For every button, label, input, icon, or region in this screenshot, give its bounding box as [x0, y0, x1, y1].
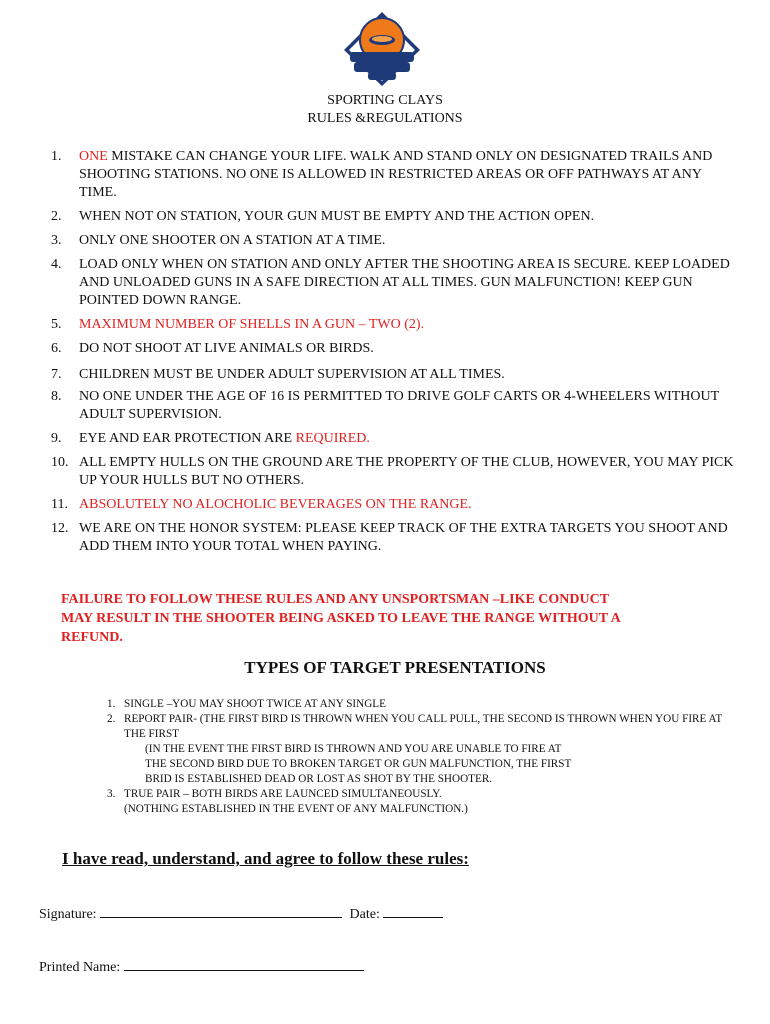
- rule-number: 6.: [51, 341, 62, 356]
- rule-highlight: MAXIMUM NUMBER OF SHELLS IN A GUN – TWO (2).: [79, 317, 425, 332]
- rule-highlight: ABSOLUTELY NO ALOCHOLIC BEVERAGES ON THE RANGE.: [79, 497, 472, 512]
- rule-number: 11.: [51, 497, 68, 512]
- date-field[interactable]: [383, 905, 443, 918]
- rule-item: [51, 316, 741, 334]
- rule-text: DO NOT SHOOT AT LIVE ANIMALS OR BIRDS.: [79, 341, 374, 356]
- rule-text: ONLY ONE SHOOTER ON A STATION AT A TIME.: [79, 233, 386, 248]
- rule-item: [51, 232, 741, 250]
- rule-number: 5.: [51, 317, 62, 332]
- item-number: 2.: [107, 713, 116, 725]
- item-number: 3.: [107, 788, 116, 800]
- warning-notice: FAILURE TO FOLLOW THESE RULES AND ANY UNSPORTSMAN –LIKE CONDUCT MAY RESULT IN THE SHOOTER BEING ASKED TO LEAVE THE RANGE WITHOUT A REFUND.: [61, 592, 620, 645]
- printed-name-row: [39, 958, 364, 976]
- rule-number: 7.: [51, 367, 62, 382]
- item-note: (IN THE EVENT THE FIRST BIRD IS THROWN AND YOU ARE UNABLE TO FIRE AT THE SECOND BIRD DUE TO BROKEN TARGET OR GUN MALFUNCTION, THE FIRST BRID IS ESTABLISHED DEAD OR LOST AS SHOT BY THE SHOOTER.: [145, 743, 572, 785]
- rule-number: 10.: [51, 455, 69, 470]
- list-item: [107, 697, 737, 712]
- item-number: 1.: [107, 698, 116, 710]
- rule-text: EYE AND EAR PROTECTION ARE: [79, 431, 296, 446]
- rules-list: [51, 148, 741, 556]
- rule-item: [51, 340, 741, 358]
- item-text: SINGLE –YOU MAY SHOOT TWICE AT ANY SINGLE: [124, 698, 386, 710]
- item-text: REPORT PAIR- (THE FIRST BIRD IS THROWN WHEN YOU CALL PULL, THE SECOND IS THROWN WHEN YOU FIRE AT THE FIRST: [124, 713, 722, 740]
- signature-row: [39, 905, 443, 923]
- rule-item: [51, 208, 741, 226]
- target-types-list: [107, 697, 737, 817]
- list-item: [107, 712, 737, 742]
- rule-highlight: ONE: [79, 149, 108, 164]
- rule-item: [51, 454, 741, 490]
- printed-name-label: Printed Name:: [39, 960, 121, 975]
- rule-number: 2.: [51, 209, 62, 224]
- rule-number: 12.: [51, 521, 69, 536]
- rule-number: 3.: [51, 233, 62, 248]
- rule-item: [51, 520, 741, 556]
- rule-text: ALL EMPTY HULLS ON THE GROUND ARE THE PROPERTY OF THE CLUB, HOWEVER, YOU MAY PICK UP YOUR HULLS BUT NO OTHERS.: [79, 455, 734, 488]
- rule-number: 9.: [51, 431, 62, 446]
- rule-item: [51, 496, 741, 514]
- signature-field[interactable]: [100, 905, 342, 918]
- signature-label: Signature:: [39, 907, 97, 922]
- rule-highlight: REQUIRED.: [295, 431, 370, 446]
- rule-text: WHEN NOT ON STATION, YOUR GUN MUST BE EMPTY AND THE ACTION OPEN.: [79, 209, 595, 224]
- rule-number: 8.: [51, 389, 62, 404]
- agreement-statement: I have read, understand, and agree to follow these rules:: [62, 849, 469, 868]
- rule-item: [51, 388, 741, 424]
- rule-text: MISTAKE CAN CHANGE YOUR LIFE. WALK AND STAND ONLY ON DESIGNATED TRAILS AND SHOOTING STATIONS. NO ONE IS ALLOWED IN RESTRICTED AREAS OR OFF PATHWAYS AT ANY TIME.: [79, 149, 713, 200]
- list-item: [107, 787, 737, 802]
- rule-text: WE ARE ON THE HONOR SYSTEM: PLEASE KEEP TRACK OF THE EXTRA TARGETS YOU SHOOT AND ADD THEM INTO YOUR TOTAL WHEN PAYING.: [79, 521, 728, 554]
- rule-item: [51, 148, 741, 202]
- document-subtitle: RULES &REGULATIONS: [307, 111, 463, 126]
- bradford-sportsmens-farm-logo: [342, 10, 422, 86]
- printed-name-field[interactable]: [124, 958, 364, 971]
- rule-item: [51, 256, 741, 310]
- document-title: SPORTING CLAYS: [327, 93, 443, 108]
- item-text: TRUE PAIR – BOTH BIRDS ARE LAUNCED SIMULTANEOUSLY.: [124, 788, 442, 800]
- date-label: Date:: [349, 907, 380, 922]
- rule-text: NO ONE UNDER THE AGE OF 16 IS PERMITTED TO DRIVE GOLF CARTS OR 4-WHEELERS WITHOUT ADULT SUPERVISION.: [79, 389, 719, 422]
- rule-text: CHILDREN MUST BE UNDER ADULT SUPERVISION AT ALL TIMES.: [79, 367, 505, 382]
- rule-item: [51, 366, 741, 384]
- rule-item: [51, 430, 741, 448]
- rule-number: 1.: [51, 149, 62, 164]
- types-heading: TYPES OF TARGET PRESENTATIONS: [244, 658, 546, 677]
- item-note: (NOTHING ESTABLISHED IN THE EVENT OF ANY MALFUNCTION.): [124, 803, 468, 815]
- rule-text: LOAD ONLY WHEN ON STATION AND ONLY AFTER THE SHOOTING AREA IS SECURE. KEEP LOADED AND UNLOADED GUNS IN A SAFE DIRECTION AT ALL TIMES. GUN MALFUNCTION! KEEP GUN POINTED DOWN RANGE.: [79, 257, 730, 308]
- rule-number: 4.: [51, 257, 62, 272]
